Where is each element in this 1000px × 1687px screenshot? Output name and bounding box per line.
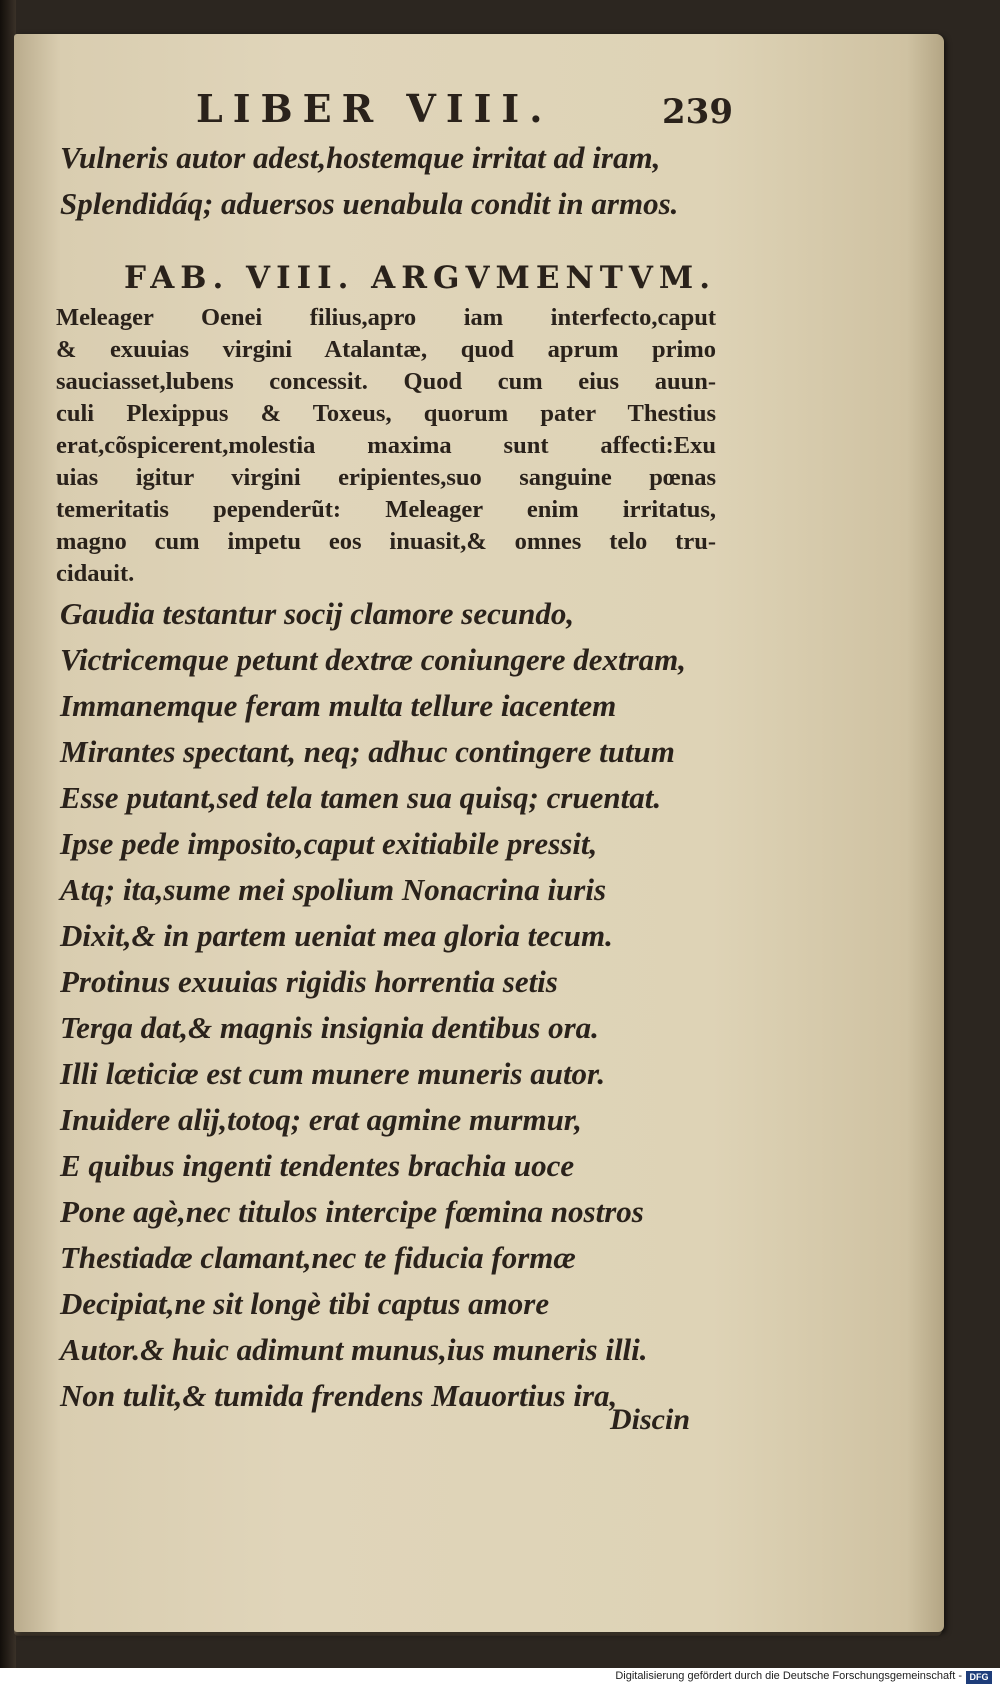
verse-line: Terga dat,& magnis insignia dentibus ora.	[60, 1010, 599, 1045]
argument-line: erat,cõspicerent,molestia maxima sunt affecti:Exu	[56, 432, 716, 459]
argument-line: uias igitur virgini eripientes,suo sanguine pœnas	[56, 464, 716, 491]
argument-line: temeritatis pependerũt: Meleager enim irritatus,	[56, 496, 716, 523]
verse-line: Ipse pede imposito,caput exitiabile pressit,	[60, 826, 598, 861]
verse-line: Thestiadæ clamant,nec te fiducia formæ	[60, 1240, 576, 1275]
verse-line: Victricemque petunt dextræ coniungere dextram,	[60, 642, 687, 677]
running-head: LIBER VIII.	[196, 86, 553, 131]
argument-line: sauciasset,lubens concessit. Quod cum eius auun-	[56, 368, 716, 395]
verse-line: Immanemque feram multa tellure iacentem	[60, 688, 617, 723]
verse-line: Illi læticiæ est cum munere muneris autor.	[60, 1056, 606, 1091]
verse-line: Mirantes spectant, neq; adhuc contingere tutum	[60, 734, 675, 769]
verse-line: E quibus ingenti tendentes brachia uoce	[60, 1148, 575, 1183]
page-number: 239	[662, 92, 733, 132]
verse-line: Protinus exuuias rigidis horrentia setis	[60, 964, 558, 999]
verse-line: Decipiat,ne sit longè tibi captus amore	[60, 1286, 550, 1321]
verse-line: Pone agè,nec titulos intercipe fœmina nostros	[60, 1194, 644, 1229]
verse-line: Autor.& huic adimunt munus,ius muneris illi.	[60, 1332, 648, 1367]
argument-line: & exuuias virgini Atalantæ, quod aprum primo	[56, 336, 716, 363]
argument-line: culi Plexippus & Toxeus, quorum pater Thestius	[56, 400, 716, 427]
argument-line: cidauit.	[56, 560, 135, 587]
verse-line: Inuidere alij,totoq; erat agmine murmur,	[60, 1102, 582, 1137]
dfg-logo: DFG	[966, 1671, 992, 1684]
verse-line: Dixit,& in partem ueniat mea gloria tecum.	[60, 918, 613, 953]
verse-line: Splendidáq; aduersos uenabula condit in armos.	[60, 186, 679, 221]
footer-credit: Digitalisierung gefördert durch die Deutsche Forschungsgemeinschaft -	[615, 1670, 962, 1682]
verse-line: Atq; ita,sume mei spolium Nonacrina iuris	[60, 872, 607, 907]
verse-line: Non tulit,& tumida frendens Mauortius ira,	[60, 1378, 618, 1413]
catchword: Discin	[610, 1403, 691, 1436]
argument-heading: FAB. VIII. ARGVMENTVM.	[124, 260, 717, 296]
verse-line: Vulneris autor adest,hostemque irritat ad iram,	[60, 140, 661, 175]
argument-line: Meleager Oenei filius,apro iam interfecto,caput	[56, 304, 716, 331]
footer-bar	[0, 1668, 1000, 1687]
verse-line: Gaudia testantur socij clamore secundo,	[60, 596, 575, 631]
verse-line: Esse putant,sed tela tamen sua quisq; cruentat.	[60, 780, 662, 815]
argument-line: magno cum impetu eos inuasit,& omnes telo tru-	[56, 528, 716, 555]
